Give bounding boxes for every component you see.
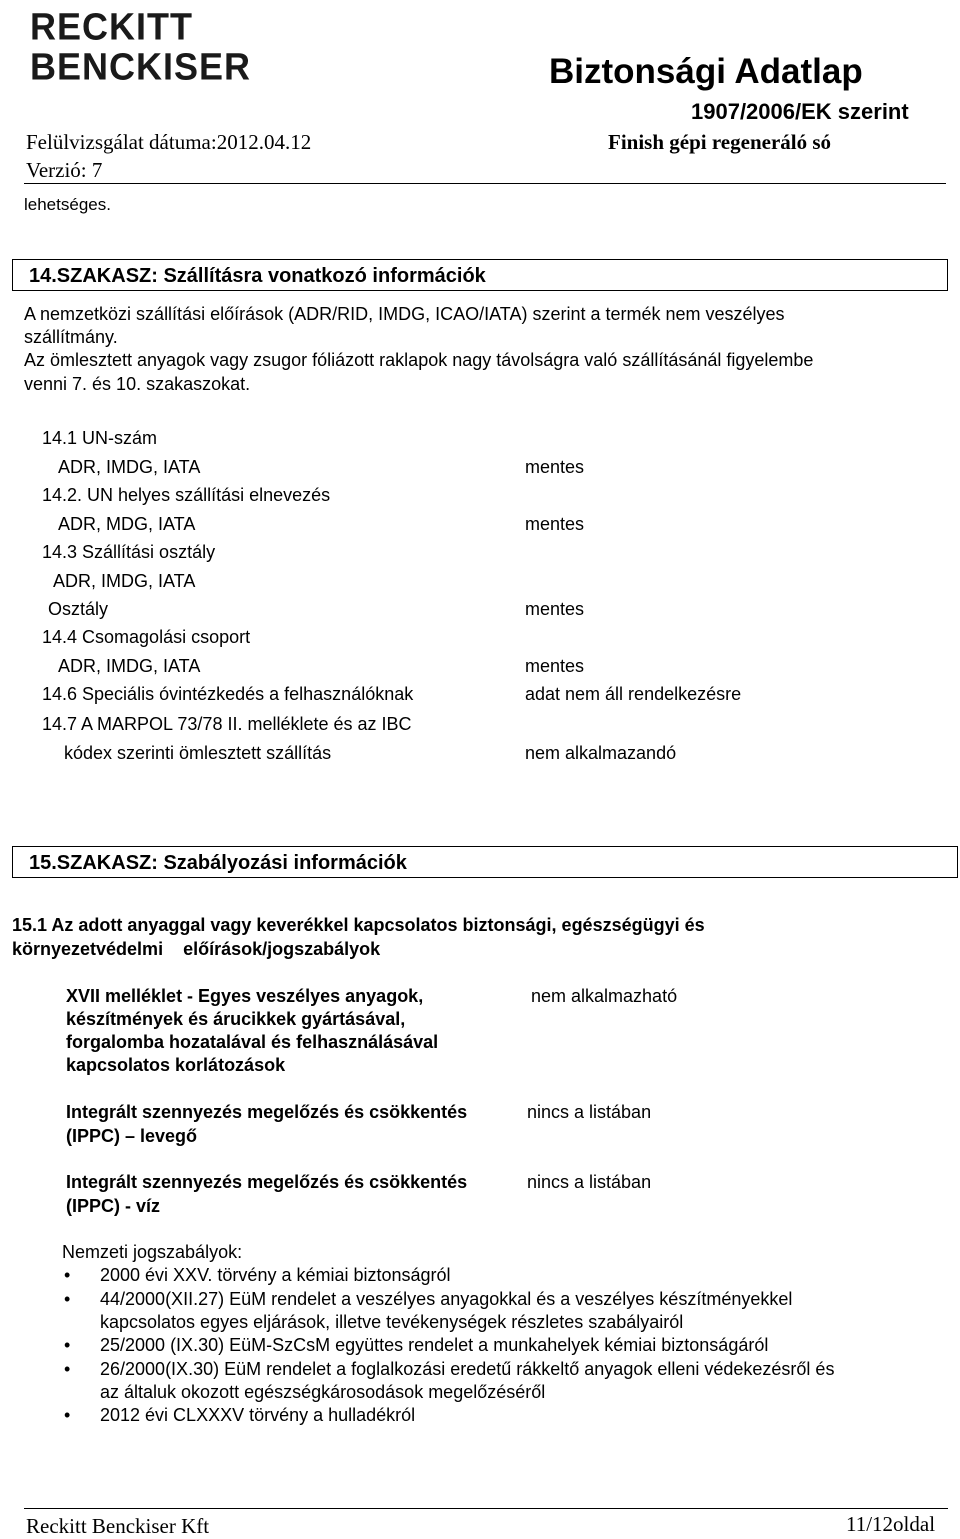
product-name: Finish gépi regeneráló só [608,130,832,154]
xvii-label-line: készítmények és árucikkek gyártásával, [66,1009,406,1029]
transport-row-label: ADR, MDG, IATA [58,514,196,534]
transport-row-value: mentes [525,599,585,619]
list-item [62,1264,922,1287]
document-title: Biztonsági Adatlap [549,52,863,91]
transport-row-label: ADR, IMDG, IATA [58,656,201,676]
transport-row-label: 14.7 A MARPOL 73/78 II. melléklete és az IBC [42,714,412,734]
legislation-line: 2012 évi CLXXXV törvény a hulladékról [100,1405,416,1425]
transport-row-value: mentes [525,457,585,477]
section-14-intro-line1: A nemzetközi szállítási előírások (ADR/RID, IMDG, ICAO/IATA) szerint a termék nem veszélyes [24,304,785,324]
ippc-air-value: nincs a listában [527,1102,652,1122]
legislation-line: az általuk okozott egészségkárosodások megelőzéséről [100,1382,546,1402]
transport-row-label: 14.3 Szállítási osztály [42,542,216,562]
ippc-water-label-line2: (IPPC) - víz [66,1196,161,1216]
section-14-intro-line2: szállítmány. [24,327,118,347]
transport-row-label: 14.6 Speciális óvintézkedés a felhasználóknak [42,684,414,704]
version: Verzió: 7 [26,158,103,182]
transport-row-label: ADR, IMDG, IATA [58,457,201,477]
section-15-1-heading-line2: környezetvédelmi előírások/jogszabályok [12,939,381,959]
legislation-line: 44/2000(XII.27) EüM rendelet a veszélyes anyagokkal és a veszélyes készítményekkel [100,1289,793,1309]
list-item [62,1358,922,1404]
bullet-icon: • [64,1335,71,1355]
transport-row-label: Osztály [48,599,109,619]
bullet-icon: • [64,1359,71,1379]
transport-row-label: ADR, IMDG, IATA [53,571,196,591]
transport-row-label: kódex szerinti ömlesztett szállítás [64,743,332,763]
transport-row-value: adat nem áll rendelkezésre [525,684,742,704]
xvii-value: nem alkalmazható [531,986,678,1006]
section-14-intro-line3: Az ömlesztett anyagok vagy zsugor fóliázott raklapok nagy távolságra való szállításánál figyelembe [24,350,814,370]
list-item [62,1334,922,1357]
continuation-text: lehetséges. [24,195,111,214]
logo-text-line2: BENCKISER [30,44,252,88]
company-logo [30,6,262,90]
section-15-heading: 15.SZAKASZ: Szabályozási információk [12,846,958,878]
section-15-1-heading-line1: 15.1 Az adott anyaggal vagy keverékkel kapcsolatos biztonsági, egészségügyi és [12,915,705,935]
national-legislation-heading: Nemzeti jogszabályok: [62,1242,243,1262]
footer-company: Reckitt Benckiser Kft [26,1514,210,1538]
ippc-air-label-line1: Integrált szennyezés megelőzés és csökkentés [66,1102,468,1122]
xvii-label-line: XVII melléklet - Egyes veszélyes anyagok, [66,986,424,1006]
national-legislation-list [62,1264,922,1427]
regulation-reference: 1907/2006/EK szerint [691,99,909,124]
ippc-water-label-line1: Integrált szennyezés megelőzés és csökkentés [66,1172,468,1192]
legislation-line: 25/2000 (IX.30) EüM-SzCsM együttes rendelet a munkahelyek kémiai biztonságáról [100,1335,769,1355]
legislation-line: kapcsolatos egyes eljárások, illetve tevékenységek részletes szabályairól [100,1312,684,1332]
section-14-intro-line4: venni 7. és 10. szakaszokat. [24,374,251,394]
transport-row-label: 14.1 UN-szám [42,428,158,448]
ippc-water-value: nincs a listában [527,1172,652,1192]
transport-row-label: 14.2. UN helyes szállítási elnevezés [42,485,331,505]
bullet-icon: • [64,1289,71,1309]
transport-row-value: mentes [525,514,585,534]
list-item [62,1288,922,1334]
bullet-icon: • [64,1405,71,1425]
bullet-icon: • [64,1265,71,1285]
review-date: Felülvizsgálat dátuma:2012.04.12 [26,130,312,154]
list-item [62,1404,922,1427]
transport-row-label: 14.4 Csomagolási csoport [42,627,251,647]
section-14-heading: 14.SZAKASZ: Szállításra vonatkozó információk [12,259,948,291]
legislation-line: 26/2000(IX.30) EüM rendelet a foglalkozási eredetű rákkeltő anyagok elleni védekezésről és [100,1359,835,1379]
xvii-label-line: kapcsolatos korlátozások [66,1055,286,1075]
transport-row-value: mentes [525,656,585,676]
xvii-label-line: forgalomba hozatalával és felhasználásával [66,1032,439,1052]
logo-text-line1: RECKITT [30,4,193,48]
ippc-air-label-line2: (IPPC) – levegő [66,1126,198,1146]
header-divider [24,183,946,184]
legislation-line: 2000 évi XXV. törvény a kémiai biztonságról [100,1265,451,1285]
page-number: 11/12oldal [846,1512,936,1536]
footer-divider [24,1508,948,1509]
transport-row-value: nem alkalmazandó [525,743,677,763]
